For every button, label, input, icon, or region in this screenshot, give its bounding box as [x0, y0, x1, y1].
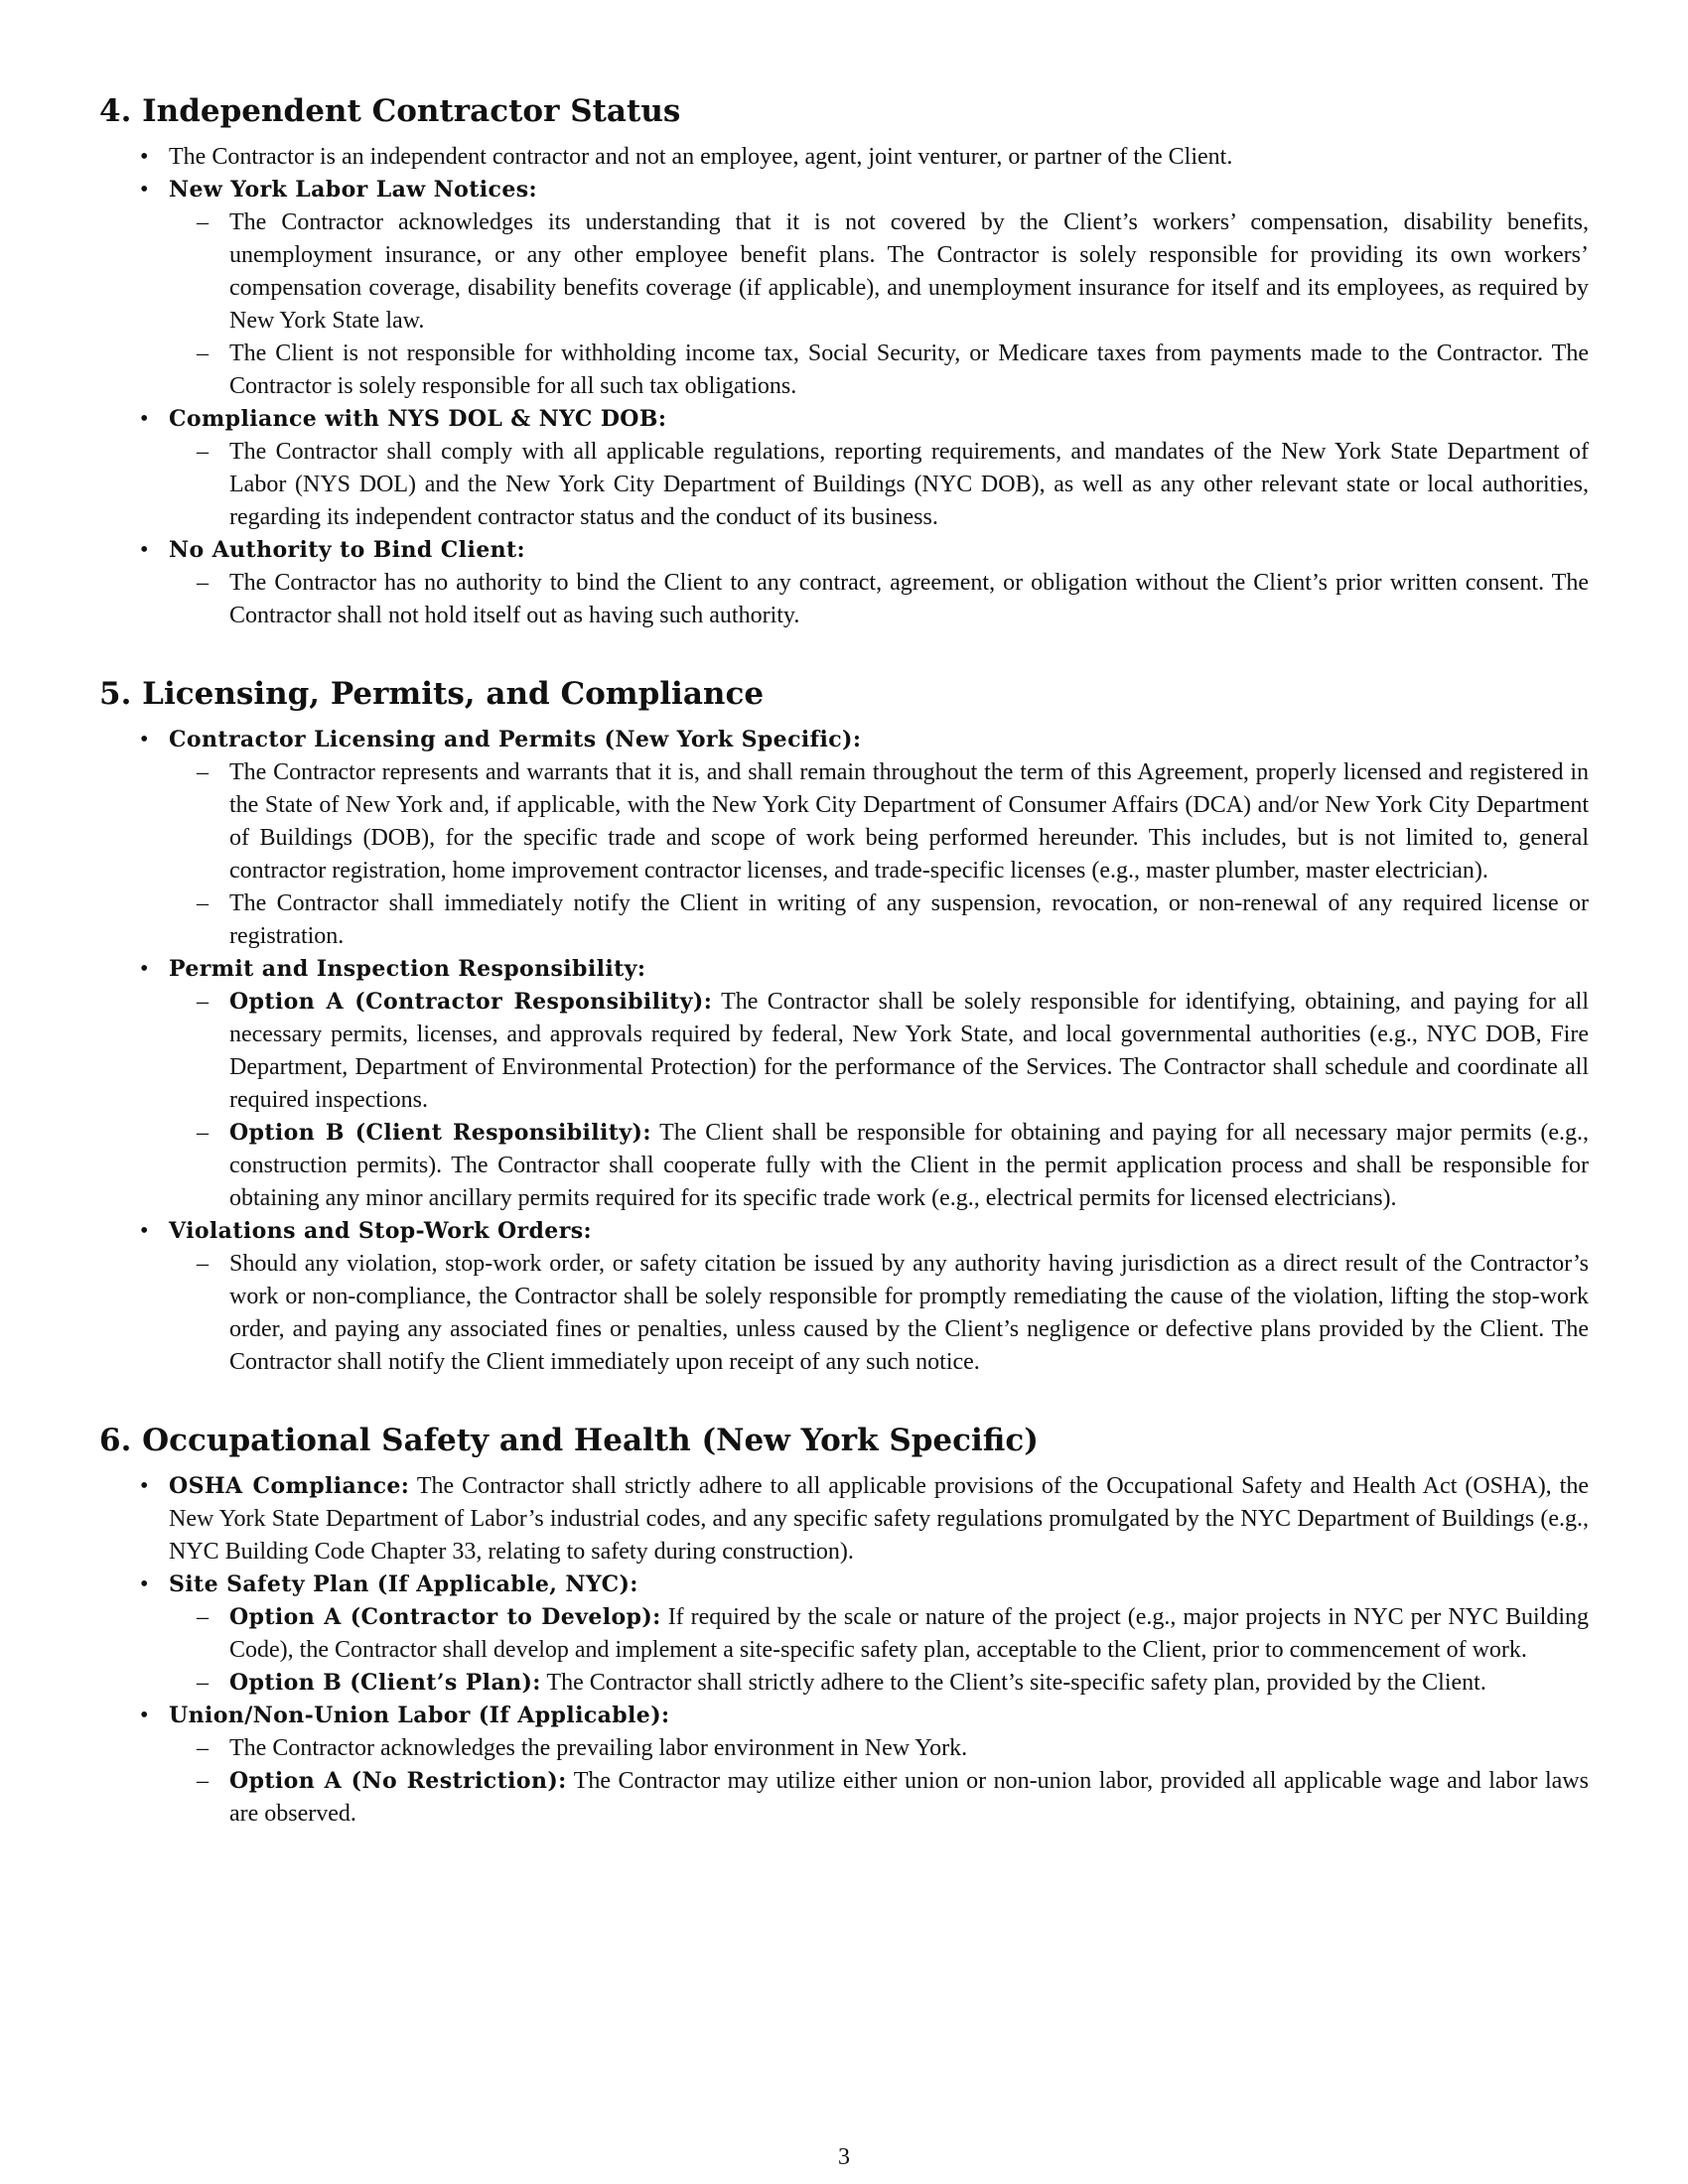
sub-list	[169, 1601, 1589, 1700]
list-item	[99, 1569, 1589, 1700]
sub-list-item	[169, 1248, 1589, 1379]
item-text: The Client is not responsible for withholding income tax, Social Security, or Medicare taxes from payments made to the Contractor. The Contractor is solely responsible for all such tax obligations.	[229, 341, 1589, 399]
item-lead: Compliance with NYS DOL & NYC DOB:	[169, 406, 667, 432]
section-5-list	[99, 724, 1589, 1379]
item-text: The Contractor is an independent contractor and not an employee, agent, joint venturer, or partner of the Client.	[169, 144, 1233, 170]
item-text: The Contractor may utilize either union or non-union labor, provided all applicable wage and labor laws are observed.	[229, 1768, 1589, 1827]
item-text: The Contractor represents and warrants that it is, and shall remain throughout the term of this Agreement, properly licensed and registered in the State of New York and, if applicable, with the New York City Department of Consumer Affairs (DCA) and/or New York City Department of Buildings (DOB), for the specific trade and scope of work being performed hereunder. This includes, but is not limited to, general contractor registration, home improvement contractor licenses, and trade-specific licenses (e.g., master plumber, master electrician).	[229, 759, 1589, 884]
item-lead: Permit and Inspection Responsibility:	[169, 956, 646, 982]
section-6-list	[99, 1470, 1589, 1831]
section-6-heading: 6. Occupational Safety and Health (New York Specific)	[99, 1423, 1039, 1458]
list-item	[99, 1470, 1589, 1569]
item-text: The Client shall be responsible for obtaining and paying for all necessary major permits (e.g., construction permits). The Contractor shall cooperate fully with the Client in the permit application process and shall be responsible for obtaining any minor ancillary permits required for its specific trade work (e.g., electrical permits for licensed electricians).	[229, 1120, 1590, 1211]
sub-list-item	[169, 1732, 1589, 1765]
sub-list-item	[169, 338, 1589, 403]
item-lead: Contractor Licensing and Permits (New York Specific):	[169, 727, 862, 752]
list-item	[99, 534, 1589, 632]
item-text: The Contractor acknowledges its understanding that it is not covered by the Client’s workers’ compensation, disability benefits, unemployment insurance, or any other employee benefit plans. The Contractor is solely responsible for providing its own workers’ compensation coverage, disability benefits coverage (if applicable), and unemployment insurance for itself and its employees, as required by New York State law.	[229, 209, 1589, 334]
list-item	[99, 1700, 1589, 1831]
option-lead: Option A (No Restriction):	[229, 1768, 567, 1794]
item-lead: Site Safety Plan (If Applicable, NYC):	[169, 1571, 638, 1597]
list-item	[99, 953, 1589, 1215]
item-text: The Contractor shall be solely responsible for identifying, obtaining, and paying for all necessary permits, licenses, and approvals required by federal, New York State, and local governmental authorities (e.g., NYC DOB, Fire Department, Department of Environmental Protection) for the performance of the Services. The Contractor shall schedule and coordinate all required inspections.	[229, 989, 1589, 1113]
item-lead: New York Labor Law Notices:	[169, 177, 538, 203]
section-4-list	[99, 141, 1589, 632]
item-text: The Contractor shall strictly adhere to the Client’s site-specific safety plan, provided by the Client.	[546, 1670, 1486, 1696]
option-lead: Option A (Contractor Responsibility):	[229, 989, 713, 1015]
option-lead: Option A (Contractor to Develop):	[229, 1604, 661, 1630]
sub-list-item	[169, 887, 1589, 953]
sub-list-item	[169, 1601, 1589, 1667]
item-lead: OSHA Compliance:	[169, 1473, 410, 1499]
sub-list-item	[169, 436, 1589, 534]
list-item	[99, 174, 1589, 403]
sub-list-item	[169, 986, 1589, 1117]
item-text: The Contractor shall strictly adhere to all applicable provisions of the Occupational Safety and Health Act (OSHA), the New York State Department of Labor’s industrial codes, and any specific safety regulations promulgated by the NYC Department of Buildings (e.g., NYC Building Code Chapter 33, relating to safety during construction).	[169, 1473, 1589, 1565]
item-text: The Contractor has no authority to bind the Client to any contract, agreement, or obligation without the Client’s prior written consent. The Contractor shall not hold itself out as having such authority.	[229, 570, 1589, 628]
page-number: 3	[838, 2144, 850, 2170]
section-4	[99, 91, 1589, 632]
list-item	[99, 724, 1589, 953]
list-item	[99, 141, 1589, 174]
section-6	[99, 1421, 1589, 1831]
list-item	[99, 403, 1589, 534]
item-lead: No Authority to Bind Client:	[169, 537, 526, 563]
page-content	[99, 91, 1589, 1872]
sub-list	[169, 436, 1589, 534]
sub-list-item	[169, 567, 1589, 632]
section-4-heading: 4. Independent Contractor Status	[99, 93, 681, 129]
sub-list	[169, 1732, 1589, 1831]
sub-list	[169, 756, 1589, 953]
sub-list-item	[169, 1667, 1589, 1700]
item-lead: Union/Non-Union Labor (If Applicable):	[169, 1703, 670, 1728]
option-lead: Option B (Client’s Plan):	[229, 1670, 541, 1696]
section-5	[99, 674, 1589, 1379]
item-text: If required by the scale or nature of the project (e.g., major projects in NYC per NYC Building Code), the Contractor shall develop and implement a site-specific safety plan, acceptable to the Client, prior to commencement of work.	[229, 1604, 1589, 1663]
sub-list	[169, 206, 1589, 403]
item-text: The Contractor shall immediately notify the Client in writing of any suspension, revocation, or non-renewal of any required license or registration.	[229, 890, 1589, 949]
sub-list-item	[169, 1117, 1589, 1215]
option-lead: Option B (Client Responsibility):	[229, 1120, 651, 1146]
section-5-heading: 5. Licensing, Permits, and Compliance	[99, 676, 765, 712]
sub-list	[169, 986, 1589, 1215]
sub-list	[169, 1248, 1589, 1379]
sub-list	[169, 567, 1589, 632]
item-text: The Contractor shall comply with all applicable regulations, reporting requirements, and mandates of the New York State Department of Labor (NYS DOL) and the New York City Department of Buildings (NYC DOB), as well as any other relevant state or local authorities, regarding its independent contractor status and the conduct of its business.	[229, 439, 1589, 530]
item-text: The Contractor acknowledges the prevailing labor environment in New York.	[229, 1735, 968, 1761]
sub-list-item	[169, 1765, 1589, 1831]
sub-list-item	[169, 206, 1589, 338]
item-lead: Violations and Stop-Work Orders:	[169, 1218, 592, 1244]
list-item	[99, 1215, 1589, 1379]
sub-list-item	[169, 756, 1589, 887]
item-text: Should any violation, stop-work order, or safety citation be issued by any authority having jurisdiction as a direct result of the Contractor’s work or non-compliance, the Contractor shall be solely responsible for promptly remediating the cause of the violation, lifting the stop-work order, and paying any associated fines or penalties, unless caused by the Client’s negligence or defective plans provided by the Client. The Contractor shall notify the Client immediately upon receipt of any such notice.	[229, 1251, 1589, 1375]
